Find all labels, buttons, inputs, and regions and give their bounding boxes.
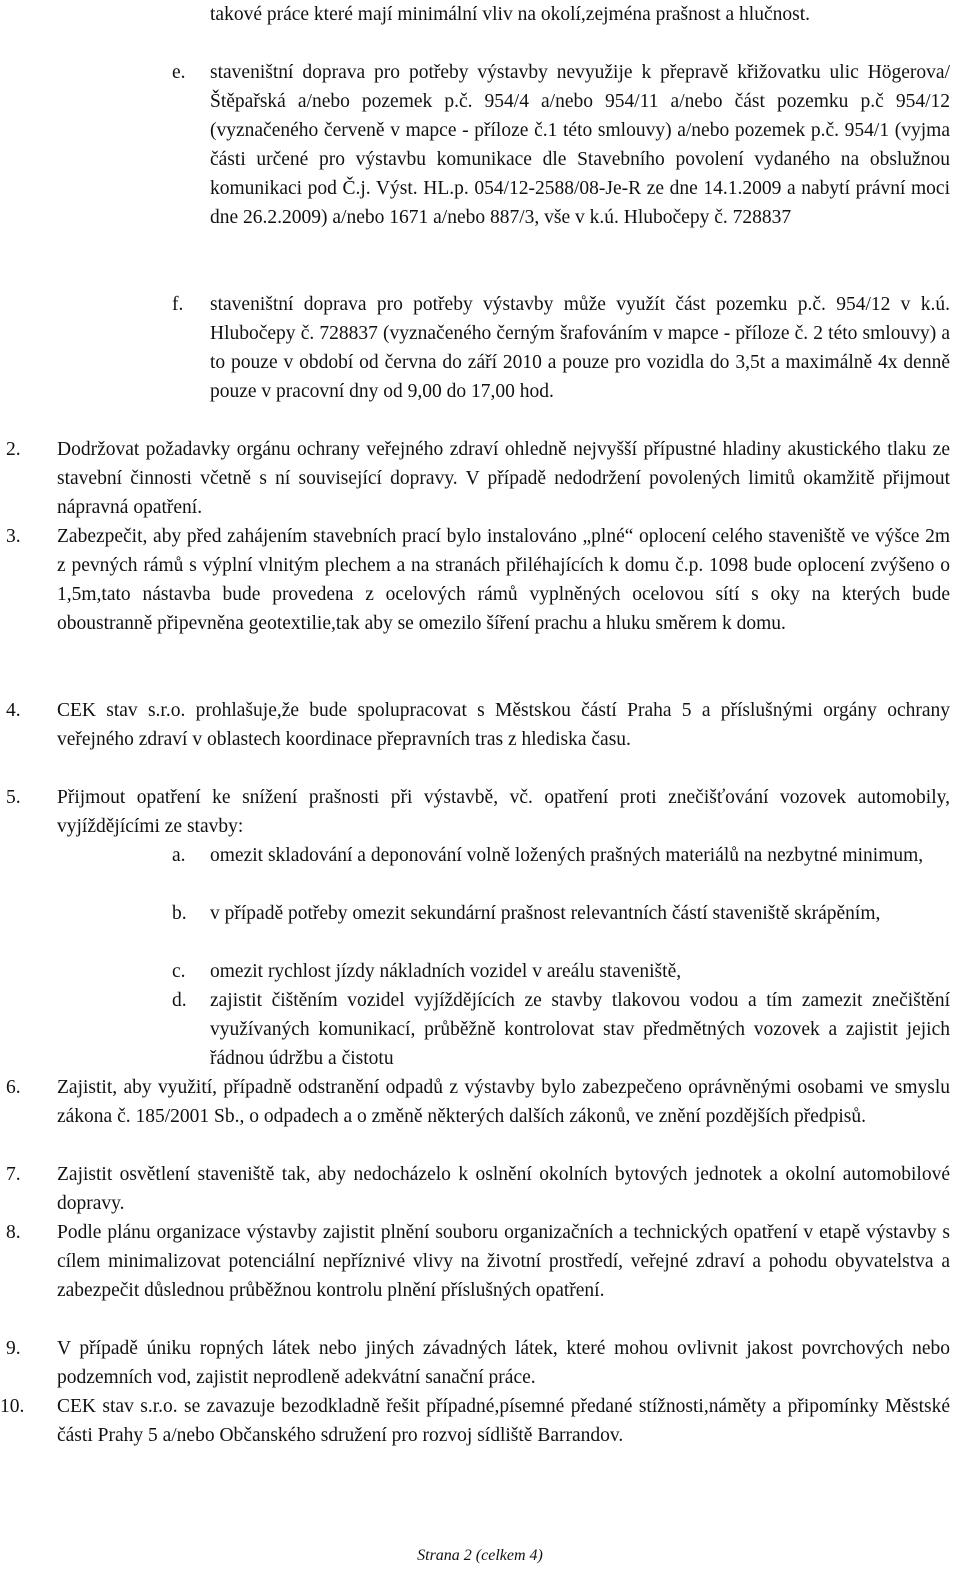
intro-continuation xyxy=(210,0,950,29)
list-item-text: Dodržovat požadavky orgánu ochrany veřejného zdraví ohledně nejvyšší přípustné hladiny akustického tlaku ze stavební činnosti včetně s ní související dopravy. V případě nedodržení povolených limitů okamžitě přijmout nápravná opatření. xyxy=(57,439,950,518)
list-item-6 xyxy=(57,1073,950,1131)
list-item-text: Zabezpečit, aby před zahájením stavebních prací bylo instalováno „plné“ oplocení celého staveniště ve výšce 2m z pevných rámů s výplní vlnitým plechem a na stranách přiléhajících k domu č.p. 1098 bude oplocení zvýšeno o 1,5m,tato nástavba bude provedena z ocelových rámů vyplněných ocelovou sítí s oky na kterých bude oboustranně připevněna geotextilie,tak aby se omezilo šíření prachu a hluku směrem k domu. xyxy=(57,526,950,634)
sub-item-label: e. xyxy=(172,62,186,83)
list-item-text: Zajistit, aby využití, případně odstranění odpadů z výstavby bylo zabezpečeno oprávněnými osobami ve smyslu zákona č. 185/2001 Sb., o odpadech a o změně některých dalších zákonů, ve znění pozdějších předpisů. xyxy=(57,1077,950,1127)
list-item-text: Podle plánu organizace výstavby zajistit plnění souboru organizačních a technických opatření v etapě výstavby s cílem minimalizovat potenciální nepříznivé vlivy na životní prostředí, veřejné zdraví a pohodu obyvatelstva a zabezpečit důslednou průběžnou kontrolu plnění příslušných opatření. xyxy=(57,1222,950,1301)
list-item-number: 7. xyxy=(6,1164,21,1185)
page-footer: Strana 2 (celkem 4) xyxy=(417,1547,543,1564)
sub-item-text: omezit skladování a deponování volně ložených prašných materiálů na nezbytné minimum, xyxy=(210,845,924,866)
sub-item-d xyxy=(210,986,950,1073)
list-item-8 xyxy=(57,1218,950,1305)
list-item-5 xyxy=(57,783,950,841)
list-item-number: 2. xyxy=(6,439,21,460)
sub-item-label: a. xyxy=(172,845,186,866)
sub-item-text: zajistit čištěním vozidel vyjíždějících ze stavby tlakovou vodou a tím zamezit znečištění využívaných komunikací, průběžně kontrolovat stav předmětných vozovek a zajistit jejich řádnou údržbu a čistotu xyxy=(210,990,950,1069)
sub-item-label: d. xyxy=(172,990,187,1011)
list-item-text: CEK stav s.r.o. se zavazuje bezodkladně řešit případné,písemné předané stížnosti,náměty a připomínky Městské části Prahy 5 a/nebo Občanského sdružení pro rozvoj sídliště Barrandov. xyxy=(57,1396,950,1446)
list-item-3 xyxy=(57,522,950,638)
list-item-text: Zajistit osvětlení staveniště tak, aby nedocházelo k oslnění okolních bytových jednotek a okolní automobilové dopravy. xyxy=(57,1164,950,1214)
sub-item-c xyxy=(210,957,950,986)
list-item-text: CEK stav s.r.o. prohlašuje,že bude spolupracovat s Městskou částí Praha 5 a příslušnými orgány ochrany veřejného zdraví v oblastech koordinace přepravních tras z hlediska času. xyxy=(57,700,950,750)
sub-item-a xyxy=(210,841,950,870)
sub-item-label: c. xyxy=(172,961,186,982)
sub-item-label: f. xyxy=(172,294,184,315)
sub-item-text: omezit rychlost jízdy nákladních vozidel v areálu staveniště, xyxy=(210,961,682,982)
list-item-text: V případě úniku ropných látek nebo jiných závadných látek, které mohou ovlivnit jakost povrchových nebo podzemních vod, zajistit neprodleně adekvátní sanační práce. xyxy=(57,1338,950,1388)
sub-item-b xyxy=(210,899,950,928)
sub-item-label: b. xyxy=(172,903,187,924)
list-item-number: 9. xyxy=(6,1338,21,1359)
sub-item-text: v případě potřeby omezit sekundární prašnost relevantních částí staveniště skrápěním, xyxy=(210,903,881,924)
list-item-number: 4. xyxy=(6,700,21,721)
sub-item-text: staveništní doprava pro potřeby výstavby může využít část pozemku p.č. 954/12 v k.ú. Hlubočepy č. 728837 (vyznačeného černým šrafováním v mapce - příloze č. 2 této smlouvy) a to pouze v období od června do září 2010 a pouze pro vozidla do 3,5t a maximálně 4x denně pouze v pracovní dny od 9,00 do 17,00 hod. xyxy=(210,294,950,402)
list-item-text: Přijmout opatření ke snížení prašnosti při výstavbě, vč. opatření proti znečišťování vozovek automobily, vyjíždějícími ze stavby: xyxy=(57,787,950,837)
list-item-4 xyxy=(57,696,950,754)
list-item-number: 6. xyxy=(6,1077,21,1098)
sub-item-e xyxy=(210,58,950,232)
paragraph-text: takové práce které mají minimální vliv na okolí,zejména prašnost a hlučnost. xyxy=(210,4,810,25)
list-item-7 xyxy=(57,1160,950,1218)
list-item-number: 8. xyxy=(6,1222,21,1243)
sub-item-f xyxy=(210,290,950,406)
list-item-number: 10. xyxy=(0,1396,25,1417)
list-item-9 xyxy=(57,1334,950,1392)
list-item-number: 5. xyxy=(6,787,21,808)
list-item-10 xyxy=(57,1392,950,1450)
sub-item-text: staveništní doprava pro potřeby výstavby nevyužije k přepravě křižovatku ulic Högerova/Štěpařská a/nebo pozemek p.č. 954/4 a/nebo 954/11 a/nebo část pozemku p.č 954/12 (vyznačeného červeně v mapce - příloze č.1 této smlouvy) a/nebo pozemek p.č. 954/1 (vyjma části určené pro výstavbu komunikace dle Stavebního povolení vydaného na obslužnou komunikaci pod Č.j. Výst. HL.p. 054/12-2588/08-Je-R ze dne 14.1.2009 a nabytí právní moci dne 26.2.2009) a/nebo 1671 a/nebo 887/3, vše v k.ú. Hlubočepy č. 728837 xyxy=(210,62,950,228)
list-item-number: 3. xyxy=(6,526,21,547)
list-item-2 xyxy=(57,435,950,522)
